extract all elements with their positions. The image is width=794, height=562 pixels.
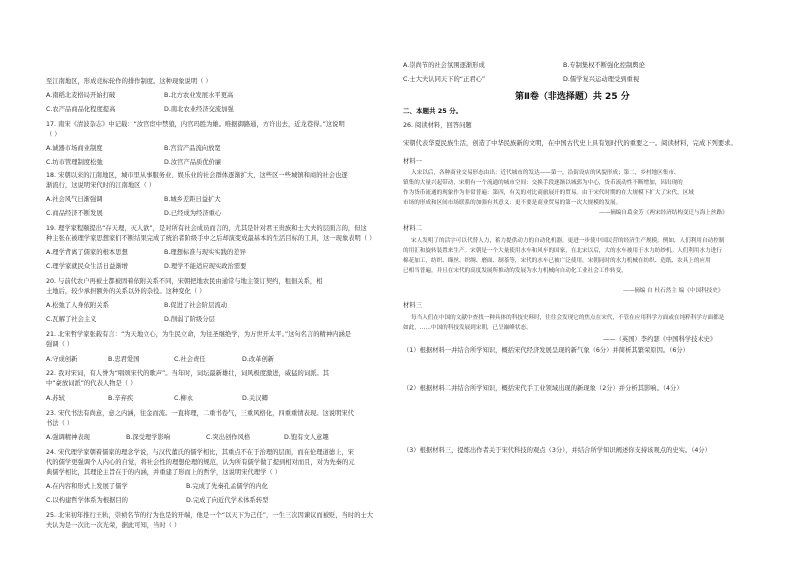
question-20-stem: 20. 与前代农户再被土都被固着依附关系不同，宋朝把地农民由通常与地主签订契约，租佃关系，相 xyxy=(46,278,323,285)
option-a[interactable]: A.在内容和形式上发展了儒学 xyxy=(46,483,128,490)
material-2-source: ——摘编 自 杜石然主 编《中国科技史》 xyxy=(623,288,724,294)
question-22-stem: 22. 我对宋词，有人誉为“唱颂宋代的歌声”。当年时，词坛最新雄壮，词风极度激进，威猛的词派。其 xyxy=(46,370,330,377)
option-b[interactable]: B.宫营产品流向放宽 xyxy=(164,145,221,152)
option-b[interactable]: B.辛弃疾 xyxy=(108,395,134,402)
option-c[interactable]: C.瓦解了社会主义 xyxy=(46,316,97,323)
option-b[interactable]: B.深受理学影响 xyxy=(126,434,171,441)
option-a[interactable]: A.诚器市场商业制度 xyxy=(46,145,103,152)
question-18-stem-cont: 渐流行，这说明宋代时的江南地区（ ） xyxy=(46,182,156,189)
option-c[interactable]: C.以构建哲学体系为根据目的 xyxy=(46,497,128,504)
option-d[interactable]: D.关汉卿 xyxy=(242,395,268,402)
question-22-stem-cont: 中“豪放词派”的代表人物是（ ） xyxy=(46,380,137,387)
material-1-text: 市场的形成和区间市场联系的加强有其意义：更不要是商业贸易的第一次大规模的发展。 xyxy=(403,200,622,206)
sub-question-3: （3）根据材料三，提炼出作者关于宋代科技的观点（3分），并结合所学知识阐述你支持该观点的史实。（4分） xyxy=(403,447,711,454)
material-2-text: 的用汇和旋转装置来生产。宋朝是一个大量使用水车和风车的国家，在北宋以后，大的水车被用于水力纺纱机。人们利用水力进行 xyxy=(403,248,722,254)
material-3-label: 材料三 xyxy=(403,302,422,309)
question-25-stem-cont: 夫认为是一次比一次光荣，据此可知，当时（ ） xyxy=(46,522,181,529)
question-24-stem-cont: 典儒学相比，其理论主旨在于的内涵，并重建了形而上的哲学，这说明宋代理学（ ） xyxy=(46,469,281,476)
option-d[interactable]: D.改革创新 xyxy=(242,356,275,363)
question-17-stem-cont: （ ） xyxy=(46,131,61,138)
question-24-stem: 24. 宋代理学家朝着儒家的理念学说，与汉代董氏的儒学相比，其重点不在于治理的层面，而在伦理道德上，宋 xyxy=(46,449,354,456)
option-a[interactable]: A.南稻北麦格局开始打破 xyxy=(46,92,116,99)
option-c[interactable]: C.社会责任 xyxy=(174,356,206,363)
option-a[interactable]: A.守成创新 xyxy=(46,356,78,363)
option-c[interactable]: C.理学家就民众生活日益渐增 xyxy=(46,263,128,270)
option-d[interactable]: D.理学不能适应现实政治需要 xyxy=(164,263,247,270)
option-a[interactable]: A.社会风气日渐强调 xyxy=(46,196,103,203)
option-d[interactable]: D.削弱了阶级分层 xyxy=(164,316,215,323)
option-d[interactable]: D.完成了向近代学术体系转型 xyxy=(186,497,269,504)
question-20-stem-cont: 土地后，较少承担额外的关系以外的杂役。这种变化（ ） xyxy=(46,288,206,295)
sub-question-2: （2）根据材料二并结合所学知识，概括宋代手工业领域出现的新现象（2分）并分析其影响。（4分） xyxy=(403,385,683,392)
option-d[interactable]: D.已经成为经济重心 xyxy=(164,210,222,217)
option-a[interactable]: A.苏轼 xyxy=(46,395,65,402)
option-c[interactable]: C.坊市管理制度松弛 xyxy=(46,159,103,166)
question-25-stem: 25. 北宋初年推行王轨，崇祯名节的行为也是的开端，他是一个“以天下为己任”，一生三次因谏议而被贬，当时的士大 xyxy=(46,512,374,519)
material-1-source: ——摘编自葛金芳《两宋经济结构变迁与海上丝路》 xyxy=(599,210,728,216)
option-c[interactable]: C.突出创作风格 xyxy=(206,434,251,441)
question-21-stem: 21. 北宋哲学家张载有言：“为天地立心，为生民立命，为往圣继绝学，为万世开太平。”这句名言的精神内涵是 xyxy=(46,331,352,338)
option-b[interactable]: B.专制集权不断强化控制舆论 xyxy=(563,62,645,69)
option-b[interactable]: B.理想标准与现实实践的差异 xyxy=(164,249,246,256)
option-d[interactable]: D.南北农业经济交流加强 xyxy=(164,106,234,113)
option-d[interactable]: D.汝官产品质优价廉 xyxy=(164,159,222,166)
material-3-source: ——（英国）李约瑟《中国科学技术史》 xyxy=(603,336,717,343)
material-2-label: 材料二 xyxy=(403,225,422,232)
option-a[interactable]: A.崇尚节的社会氛围逐渐形成 xyxy=(403,62,485,69)
option-c[interactable]: C.柳永 xyxy=(174,395,193,402)
option-a[interactable]: A.理学背离了儒家的根本思想 xyxy=(46,249,128,256)
option-c[interactable]: C.士大夫认同天下的“正君心” xyxy=(403,76,486,83)
answer-space-2[interactable] xyxy=(403,396,759,426)
sub-question-1: （1）根据材料一并结合所学知识，概括宋代经济发展呈现的新气象（6分）并简析其繁荣原因。（6分） xyxy=(403,347,689,354)
material-1-text: 作为货币流通的现象作为非常普遍：第四，有关的对比商旅展开的贸易。由于宋代时期的在大规模下扩大了宋代，区域 xyxy=(403,190,694,196)
question-26-intro: 宋朝代表华夏民族生活，创造了中华民族新的文明，在中国古代史上具有划时代的重要之一。阅读材料，完成下列要求。 xyxy=(403,140,737,147)
option-b[interactable]: B.城乡差距日益扩大 xyxy=(164,196,221,203)
option-b[interactable]: B.忠君爱国 xyxy=(108,356,140,363)
material-3-text: 如此，……中国的科技发展到宋朝，已呈巅峰状态。 xyxy=(403,325,532,331)
material-1-text: 镇集的大量兴起带动，宋朝有一个流通的城市空间：交换手段逐渐以城郭为中心，货币流动性不断增加，因出现的 xyxy=(403,180,683,186)
option-c[interactable]: C.农产品商品化程度提高 xyxy=(46,106,116,113)
part-two-title: 第Ⅱ卷（非选择题）共 25 分 xyxy=(515,92,630,102)
material-2-text: 宋人发明了的活字可以代替人力，蓄力提供动力的自动化机器，更进一步使中国民营的经济生产规模。例如，人们利用自动控制 xyxy=(411,238,725,244)
question-17-stem: 17. 南宋《清波杂志》中记载：“汝官宦中禁狼，内官玛胜为雄。唯据御路通，方许出去，近龙巷得。”这说明 xyxy=(46,121,345,128)
answer-space-1[interactable] xyxy=(403,358,759,388)
option-d[interactable]: D.饱有文人意趣 xyxy=(284,434,329,441)
question-21-stem-cont: 强调（ ） xyxy=(46,341,74,348)
question-23-stem-cont: 书法（ ） xyxy=(46,420,74,427)
option-b[interactable]: B.完成了先秦孔孟儒学的内化 xyxy=(186,483,268,490)
material-1-label: 材料一 xyxy=(403,158,422,165)
question-24-stem-cont: 代的儒学更强调个人内心的自觉，将社会性的理想伦理的规范，认为所有儒学做了提到相对而且，对为先秦的元 xyxy=(46,459,355,466)
option-a[interactable]: A.松弛了人身依附关系 xyxy=(46,302,109,309)
material-2-text: 已相当普遍。并且在宋代的高度发展所推动的发展为水力机械向自动化工业社会工作转变， xyxy=(403,268,627,274)
question-stem: 至江南地区，形成竞标轮作的排作制度。这种现象说明（ ） xyxy=(46,78,212,85)
material-3-text: 每当人们在中国的文献中查找一种具体的科技史料时，往往会发现它的焦点在宋代，不管在应用科学方面或在纯粹科学方面都是 xyxy=(411,315,725,321)
question-26-title: 26. 阅读材料，回答问题 xyxy=(403,122,472,129)
option-d[interactable]: D.儒学复兴运动理受到重视 xyxy=(563,76,640,83)
answer-space-3[interactable] xyxy=(403,458,759,488)
question-23-stem: 23. 宋代书法有尚意，意之内涵，往金而流。一直将理，二重书卷气，三重风格化，四重重情表现。这说明宋代 xyxy=(46,410,354,417)
option-a[interactable]: A.强调精神表现 xyxy=(46,434,90,441)
question-18-stem: 18. 宋朝以来的江南地区，城市里从事服务业、娱乐业的社会群体逐渐扩大，这些区一些城镇和商的社会也逐 xyxy=(46,172,348,179)
option-c[interactable]: C.商品经济不断发展 xyxy=(46,210,103,217)
material-2-text: 棉花加工，纺织、缫丝、织绸、磨面、制茶等，宋代的水车已被广泛使用，宋朝同时的水力机械在纺织、造纸、农具上的应用 xyxy=(403,258,711,264)
question-19-stem: 19. 理学家程颐提出“存天理，灭人欲”，是对所有社会成员而言的，尤其是针对君王贵族和士大夫的层面言的，但这 xyxy=(46,225,367,232)
section-title: 二、本题共 25 分。 xyxy=(403,107,463,115)
question-19-stem-cont: 种主张在被理学家思想家们不断结果完成了统治者阶级手中之后却演变成最基本的生活目标的工具，这一现象表明（ ） xyxy=(46,235,376,242)
material-1-text: 入宋以后，各种商业交易形态由出：近代城市的发达——第一，沿街设店的风貌形成；第二，乡村地区集市、 xyxy=(411,170,680,176)
option-b[interactable]: B.促进了社会阶层流动 xyxy=(164,302,227,309)
option-b[interactable]: B.北方农业发展水平更高 xyxy=(164,92,234,99)
